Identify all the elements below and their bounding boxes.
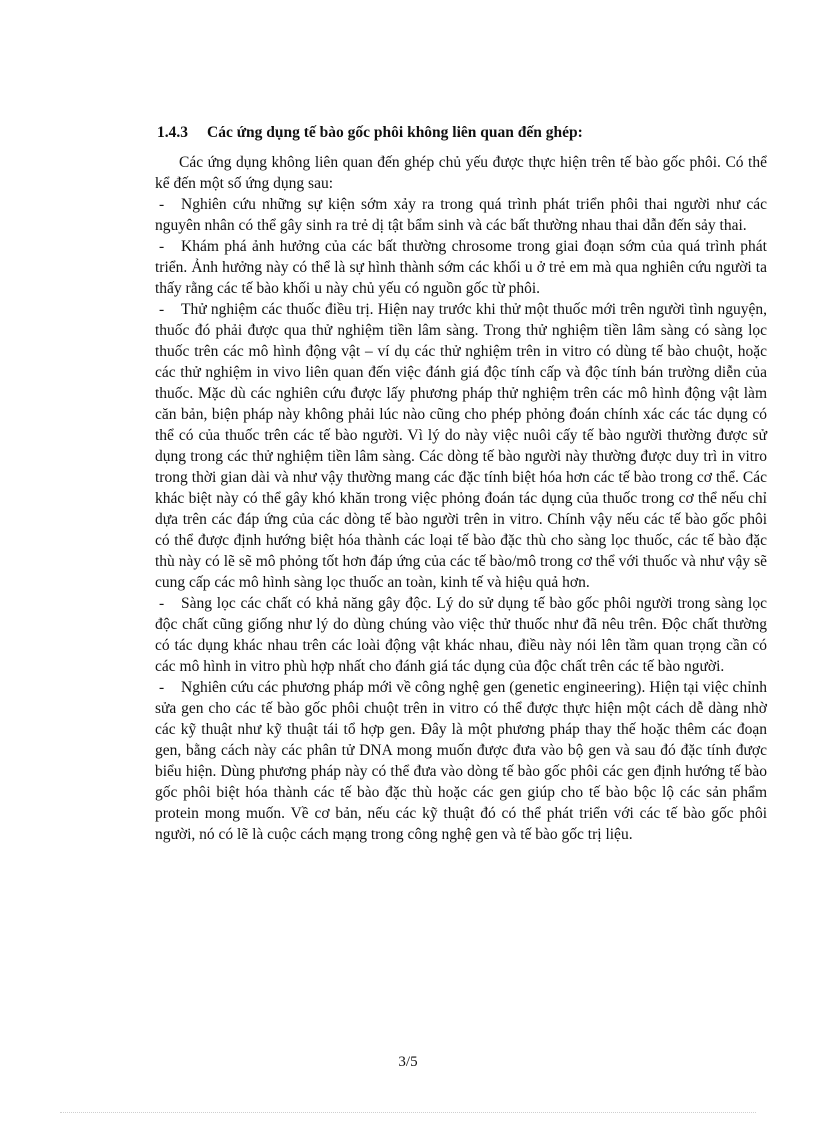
bullet-item-5: [155, 677, 767, 845]
bullet-text: Khám phá ảnh hưởng của các bất thường chrosome trong giai đoạn sớm của quá trình phát triển. Ảnh hưởng này có thể là sự hình thành sớm các khối u ở trẻ em mà qua nghiên cứu người ta thấy rằng các tế bào khối u này chủ yếu có nguồn gốc từ phôi.: [155, 238, 767, 297]
section-body: [155, 152, 767, 845]
section-number: 1.4.3: [157, 124, 188, 141]
section-heading: [157, 124, 717, 142]
intro-paragraph: Các ứng dụng không liên quan đến ghép chủ yếu được thực hiện trên tế bào gốc phôi. Có thể kể đến một số ứng dụng sau:: [155, 154, 767, 192]
bullet-item-4: [155, 593, 767, 677]
bullet-marker: -: [159, 679, 165, 696]
page-bottom-divider: [60, 1112, 756, 1113]
bullet-item-1: [155, 194, 767, 236]
bullet-marker: -: [159, 238, 165, 255]
section-title: Các ứng dụng tế bào gốc phôi không liên quan đến ghép:: [207, 124, 583, 141]
bullet-text: Nghiên cứu các phương pháp mới về công nghệ gen (genetic engineering). Hiện tại việc chỉnh sửa gen cho các tế bào gốc phôi chuột trên in vitro có thể được thực hiện một cách dễ dàng nhờ các kỹ thuật như kỹ thuật tái tổ hợp gen. Đây là một phương pháp thay thế hoặc thêm các đoạn gen, bằng cách này các phân tử DNA mong muốn được đưa vào bộ gen và sau đó đặc tính được biểu hiện. Dùng phương pháp này có thể đưa vào dòng tế bào gốc phôi các gen định hướng tế bào gốc phôi biệt hóa thành các tế bào đặc thù hoặc các gen giúp cho tế bào bộc lộ các sản phẩm protein mong muốn. Về cơ bản, nếu các kỹ thuật đó có thể phát triển với các tế bào gốc phôi người, nó có lẽ là cuộc cách mạng trong công nghệ gen và tế bào gốc trị liệu.: [155, 679, 767, 843]
bullet-text: Thử nghiệm các thuốc điều trị. Hiện nay trước khi thử một thuốc mới trên người tình nguyện, thuốc đó phải được qua thử nghiệm tiền lâm sàng. Trong thử nghiệm tiền lâm sàng có sàng lọc thuốc trên các mô hình động vật – ví dụ các thử nghiệm trên in vitro có dùng tế bào chuột, hoặc các thử nghiệm in vivo liên quan đến việc đánh giá độc tính cấp và độc tính bán trường diễn của thuốc. Mặc dù các nghiên cứu được lấy phương pháp thử nghiệm trên các mô hình động vật làm căn bản, biện pháp này không phải lúc nào cũng cho phép phỏng đoán chính xác các tác dụng có thể có của thuốc trên các tế bào người. Vì lý do này việc nuôi cấy tế bào người thường được sử dụng trong các thử nghiệm tiền lâm sàng. Các dòng tế bào người này thường được duy trì in vitro trong thời gian dài và như vậy thường mang các đặc tính biệt hóa hơn các tế bào trong cơ thể. Các khác biệt này có thể gây khó khăn trong việc phỏng đoán tác dụng của thuốc trong cơ thể nếu chỉ dựa trên các đáp ứng của các dòng tế bào người trên in vitro. Chính vậy nếu các tế bào gốc phôi có thể được định hướng biệt hóa thành các loại tế bào đặc thù cho sàng lọc thuốc, các tế bào đặc thù này có lẽ sẽ mô phỏng tốt hơn đáp ứng của các tế bào/mô trong cơ thể với thuốc và như vậy sẽ cung cấp các mô hình sàng lọc thuốc an toàn, kinh tế và hiệu quả hơn.: [155, 301, 767, 591]
page-number: 3/5: [398, 1054, 418, 1070]
bullet-item-2: [155, 236, 767, 299]
bullet-item-3: [155, 299, 767, 593]
bullet-text: Nghiên cứu những sự kiện sớm xảy ra trong quá trình phát triển phôi thai người như các nguyên nhân có thể gây sinh ra trẻ dị tật bẩm sinh và các bất thường nhau thai dẫn đến sảy thai.: [155, 196, 767, 234]
bullet-text: Sàng lọc các chất có khả năng gây độc. Lý do sử dụng tế bào gốc phôi người trong sàng lọc độc chất cũng giống như lý do dùng chúng vào việc thử thuốc như đã nêu trên. Độc chất thường có tác dụng khác nhau trên các loài động vật khác nhau, điều này nói lên tầm quan trọng cần có các mô hình in vitro phù hợp nhất cho đánh giá tác dụng của độc chất trên các tế bào người.: [155, 595, 767, 675]
bullet-marker: -: [159, 196, 165, 213]
bullet-marker: -: [159, 301, 165, 318]
bullet-marker: -: [159, 595, 165, 612]
